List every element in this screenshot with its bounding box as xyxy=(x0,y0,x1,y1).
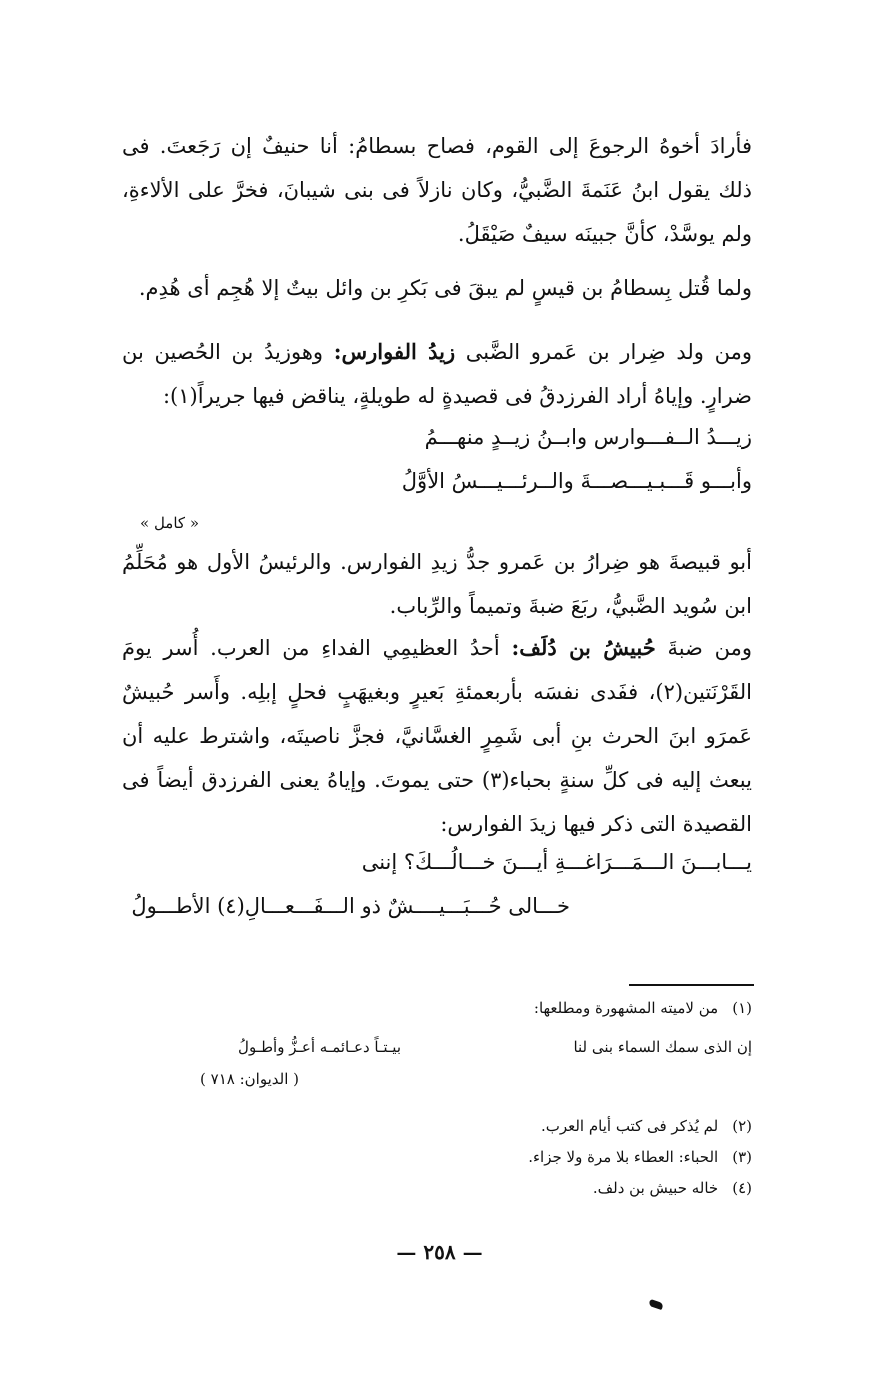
paragraph-text: ومن ولد ضِرار بن عَمرو الضَّبى xyxy=(465,340,752,364)
paragraph-text: ومن ضبةَ xyxy=(667,636,752,660)
verse-meter: « كامل » xyxy=(140,514,199,532)
footnote-text: خاله حبيش بن دلف. xyxy=(592,1179,719,1197)
verse-line: وأبـــو قَـــبـيـــصـــةَ والــرئـــيـــسُ الأوَّلُ xyxy=(401,469,752,493)
footnote-text: من لاميته المشهورة ومطلعها: xyxy=(533,999,719,1017)
footnote-text: الحباء: العطاء بلا مرة ولا جزاء. xyxy=(528,1148,719,1166)
paragraph-hubaysh xyxy=(122,626,752,846)
entry-heading: زيدُ الفوارس: xyxy=(333,339,456,364)
paragraph-abu-qabisa: أبو قبيصةَ هو ضِرارُ بن عَمرو جدُّ زيدِ الفوارس. والرئيسُ الأول هو مُحَلِّمُ ابن سُويد الضَّبيُّ، ربَعَ ضبةَ وتميماً والرِّباب. xyxy=(122,550,752,618)
paragraph-text: وهوزيدُ بن الحُصين بن ضرارٍ. وإياهُ أراد الفرزدقُ فى قصيدةٍ له طويلةٍ، يناقض فيها جريراً(١): xyxy=(122,340,752,408)
page-number: — ٢٥٨ — xyxy=(396,1240,483,1264)
footnote-verse-first-half: إن الذى سمك السماء بنى لنا xyxy=(573,1038,752,1056)
footnote-4 xyxy=(593,1177,752,1199)
footnote-source: ( الديوان: ٧١٨ ) xyxy=(200,1070,299,1088)
footnote-2 xyxy=(541,1115,752,1137)
footnote-number: (٤) xyxy=(732,1179,752,1197)
footnote-text: لم يُذكر فى كتب أيام العرب. xyxy=(540,1117,719,1135)
footnote-number: (١) xyxy=(732,999,752,1017)
paragraph-text: أحدُ العظيمِي الفداءِ من العرب. أُسر يومَ القَرْنَتين(٢)، ففَدى نفسَه بأربعمئةِ بَعيرٍ وبغيهَبٍ فحلٍ إبلِه. وأَسر حُبيشٌ عَمرَو ابنَ الحرث بنِ أبى شَمِرٍ الغسَّانيَّ، فجزَّ ناصيتَه، واشترط عليه أن يبعث إليه فى كلِّ سنةٍ بحباء(٣) حتى يموتَ. وإياهُ يعنى الفرزدق أيضاً فى القصيدة التى ذكر فيها زيدَ الفوارس: xyxy=(122,636,753,836)
ink-mark xyxy=(648,1299,663,1310)
footnote-3 xyxy=(528,1146,752,1168)
verse-line: يـــابـــنَ الـــمَـــرَاغـــةِ أيـــنَ خـــالُـــكَ؟ إننى xyxy=(361,850,752,874)
verse-line: زيـــدُ الــفـــوارس وابــنُ زيــدٍ منهـــمُ xyxy=(424,425,752,449)
paragraph-bistam-death: ولما قُتل بِسطامُ بن قيسٍ لم يبقَ فى بَكرِ بن وائل بيتٌ إلا هُجِم أى هُدِم. xyxy=(138,276,752,300)
footnote-verse-second-half: بيـتـاً دعـائمـه أعـزُّ وأطـولُ xyxy=(238,1038,401,1056)
footnote-1 xyxy=(534,997,752,1019)
verse-zayd xyxy=(122,417,752,507)
verse-hubaysh xyxy=(122,842,752,932)
verse-line: خـــالى حُـــبَـــيــــشٌ ذو الـــفَـــعـــالِ(٤) الأطـــولُ xyxy=(131,894,570,918)
footnote-number: (٣) xyxy=(732,1148,752,1166)
footnote-divider xyxy=(629,984,754,986)
entry-heading: حُبيشُ بن دُلَف: xyxy=(511,635,656,660)
footnote-number: (٢) xyxy=(732,1117,752,1135)
paragraph-bistam: فأرادَ أخوهُ الرجوعَ إلى القوم، فصاح بسطامُ: أنا حنيفٌ إن رَجَعتَ. فى ذلك يقول ابنُ عَنَمةَ الضَّبيُّ، وكان نازلاً فى بنى شيبانَ، فخرَّ على الألاءةِ، ولم يوسَّدْ، كأنَّ جبينَه سيفٌ صَيْقَلُ. xyxy=(122,134,752,246)
paragraph-zayd-alfawaris xyxy=(122,330,752,418)
